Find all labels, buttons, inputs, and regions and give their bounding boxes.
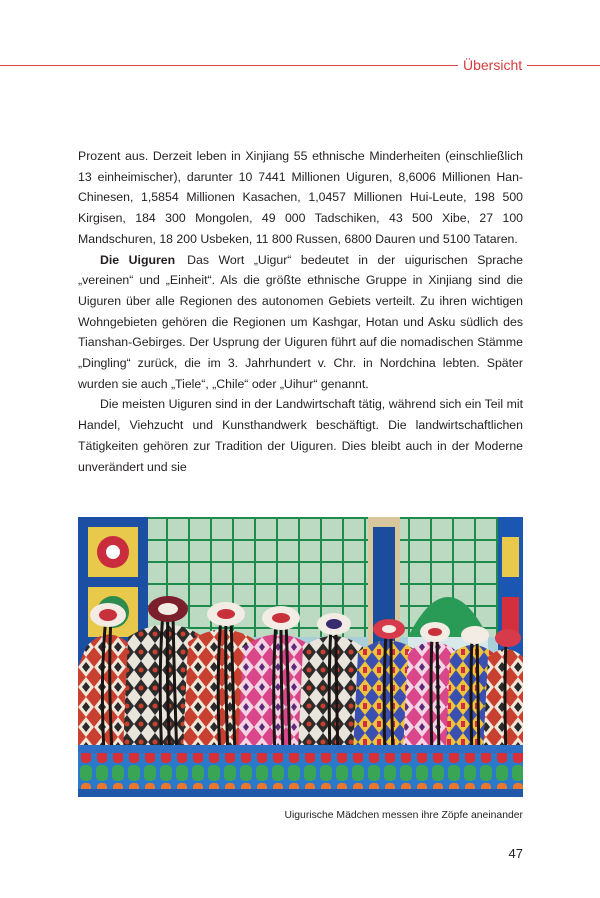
header-rule-left — [0, 65, 458, 66]
paragraph-2-text: Das Wort „Uigur“ bedeutet in der uigurischen Sprache „vereinen“ und „Einheit“. Als die größte ethnische Gruppe in Xinjiang sind die Uiguren über alle Regionen des autonomen Gebiets verteilt. Zu ihren wichtigen Wohngebieten gehören die Regionen um Kashgar, Hotan und Asku südlich des Tianshan-Gebirges. Der Usprung der Uiguren führt auf die nomadischen Stämme „Dingling“ zurück, die im 3. Jahrhundert v. Chr. in Nordchina lebten. Später wurden sie auch „Tiele“, „Chile“ oder „Uihur“ genannt. — [78, 252, 523, 391]
paragraph-2 — [78, 250, 523, 395]
paragraph-3: Die meisten Uiguren sind in der Landwirtschaft tätig, während sich ein Teil mit Handel, Viehzucht und Kunsthandwerk beschäftigt. Die landwirtschaftlichen Tätigkeiten gehören zur Tradition der Uiguren. Dies bleibt auch in der Moderne unverändert und sie — [78, 397, 523, 474]
page-number: 47 — [508, 846, 523, 861]
header-rule-right — [527, 65, 600, 66]
paragraph-1: Prozent aus. Derzeit leben in Xinjiang 55 ethnische Minderheiten (einschließlich 13 einheimischer), darunter 10 7441 Millionen Uiguren, 8,6006 Millionen Han-Chinesen, 1,5854 Millionen Kasachen, 1,0457 Millionen Hui-Leute, 198 500 Kirgisen, 184 300 Mongolen, 49 000 Tadschiken, 43 500 Xibe, 27 100 Mandschuren, 18 200 Usbeken, 11 800 Russen, 6800 Dauren und 5100 Tataren. — [78, 149, 523, 246]
photo-caption: Uigurische Mädchen messen ihre Zöpfe aneinander — [284, 810, 523, 821]
body-text — [78, 146, 523, 477]
photo-illustration — [78, 517, 523, 797]
photo-uyghur-girls — [78, 517, 523, 797]
paragraph-2-heading: Die Uiguren — [100, 252, 176, 267]
section-title: Übersicht — [463, 57, 523, 73]
